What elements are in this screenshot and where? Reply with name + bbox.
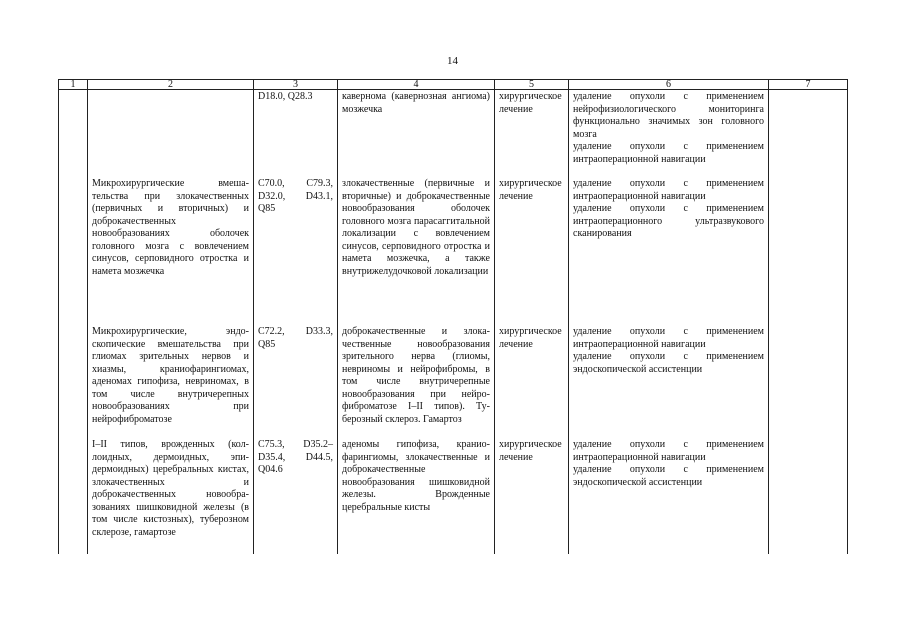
page-number: 14 <box>447 55 458 67</box>
header-col-2: 2 <box>88 80 254 90</box>
cell-diagnosis: аденомы гипофиза, краниофарингиомы, злокачественные и доброкачественные новообразования шишковидной железы. Врожденные церебральные кисты <box>338 439 495 554</box>
header-col-1: 1 <box>59 80 88 90</box>
method-line: удаление опухоли с применением нейрофизиологического мониторинга функционально значимых зон головного мозга <box>573 91 764 140</box>
procedures-table <box>58 79 848 554</box>
medical-procedures-table <box>58 79 847 554</box>
cell-method <box>569 178 769 326</box>
method-line: удаление опухоли с применением интраоперационной навигации <box>573 141 764 165</box>
cell-index <box>59 439 88 554</box>
codes-left: C70.0, D32.0, Q85 <box>258 178 286 214</box>
cell-index <box>59 90 88 179</box>
cell-index <box>59 326 88 439</box>
cell-extra <box>769 326 848 439</box>
cell-codes <box>254 178 338 326</box>
cell-extra <box>769 178 848 326</box>
cell-diagnosis: злокачественные (первичные и вторичные) и доброкачественные новообразования оболочек головного мозга парасаггитальной локализации с вовлечением синусов, серповидного отростка и намета мозжечка, а также внутрижелудочковой локализации <box>338 178 495 326</box>
cell-treatment-type: хирургическое лечение <box>495 90 569 179</box>
header-col-3: 3 <box>254 80 338 90</box>
table-row <box>59 178 848 326</box>
codes-left: C72.2, Q85 <box>258 326 285 350</box>
cell-method <box>569 326 769 439</box>
cell-procedure: I–II типов, врожденных (коллоидных, дермоидных, эпидермоидных) церебральных кистах, злокачественных и доброкачественных новообразованиях шишковидной железы (в том числе кистозных), туберозном склерозе, гамартозе <box>88 439 254 554</box>
codes-right: D33.3, <box>305 326 333 337</box>
codes-left: D18.0, Q28.3 <box>258 91 313 102</box>
cell-extra <box>769 90 848 179</box>
table-row <box>59 90 848 179</box>
header-col-4: 4 <box>338 80 495 90</box>
table-body <box>59 90 848 555</box>
header-col-6: 6 <box>569 80 769 90</box>
cell-procedure <box>88 90 254 179</box>
cell-method <box>569 90 769 179</box>
cell-treatment-type: хирургическое лечение <box>495 178 569 326</box>
cell-procedure: Микрохирургические, эндоскопические вмешательства при глиомах зрительных нервов и хиазмы, краниофарингиомах, аденомах гипофиза, невриномах, в том числе внутричерепных новообразованиях при нейрофиброматозе <box>88 326 254 439</box>
cell-method <box>569 439 769 554</box>
header-col-5: 5 <box>495 80 569 90</box>
header-col-7: 7 <box>769 80 848 90</box>
cell-diagnosis: доброкачественные и злокачественные новообразования зрительного нерва (глиомы, невриномы и нейрофибромы, в том числе внутричерепные новообразования при нейрофиброматозе I–II типов). Туберозный склероз. Гамартоз <box>338 326 495 439</box>
cell-treatment-type: хирургическое лечение <box>495 439 569 554</box>
cell-codes <box>254 90 338 179</box>
table-row <box>59 439 848 554</box>
method-line: удаление опухоли с применением интраоперационной навигации <box>573 178 764 202</box>
codes-right: D35.2– D44.5, <box>303 439 333 463</box>
cell-procedure: Микрохирургические вмешательства при злокачественных (первичных и вторичных) и доброкачественных новообразованиях оболочек головного мозга с вовлечением синусов, серповидного отростка и намета мозжечка <box>88 178 254 326</box>
method-line: удаление опухоли с применением интраоперационной навигации <box>573 326 764 350</box>
table-header <box>59 80 848 90</box>
method-line: удаление опухоли с применением эндоскопической ассистенции <box>573 464 764 488</box>
method-line: удаление опухоли с применением интраоперационной навигации <box>573 439 764 463</box>
method-line: удаление опухоли с применением интраоперационного ультразвукового сканирования <box>573 203 764 239</box>
cell-treatment-type: хирургическое лечение <box>495 326 569 439</box>
cell-extra <box>769 439 848 554</box>
cell-index <box>59 178 88 326</box>
method-line: удаление опухоли с применением эндоскопической ассистенции <box>573 351 764 375</box>
codes-left: C75.3, D35.4, Q04.6 <box>258 439 286 475</box>
header-row <box>59 80 848 90</box>
table-row <box>59 326 848 439</box>
codes-right: C79.3, D43.1, <box>305 178 333 202</box>
cell-codes <box>254 326 338 439</box>
cell-diagnosis: кавернома (кавернозная ангиома) мозжечка <box>338 90 495 179</box>
cell-codes <box>254 439 338 554</box>
